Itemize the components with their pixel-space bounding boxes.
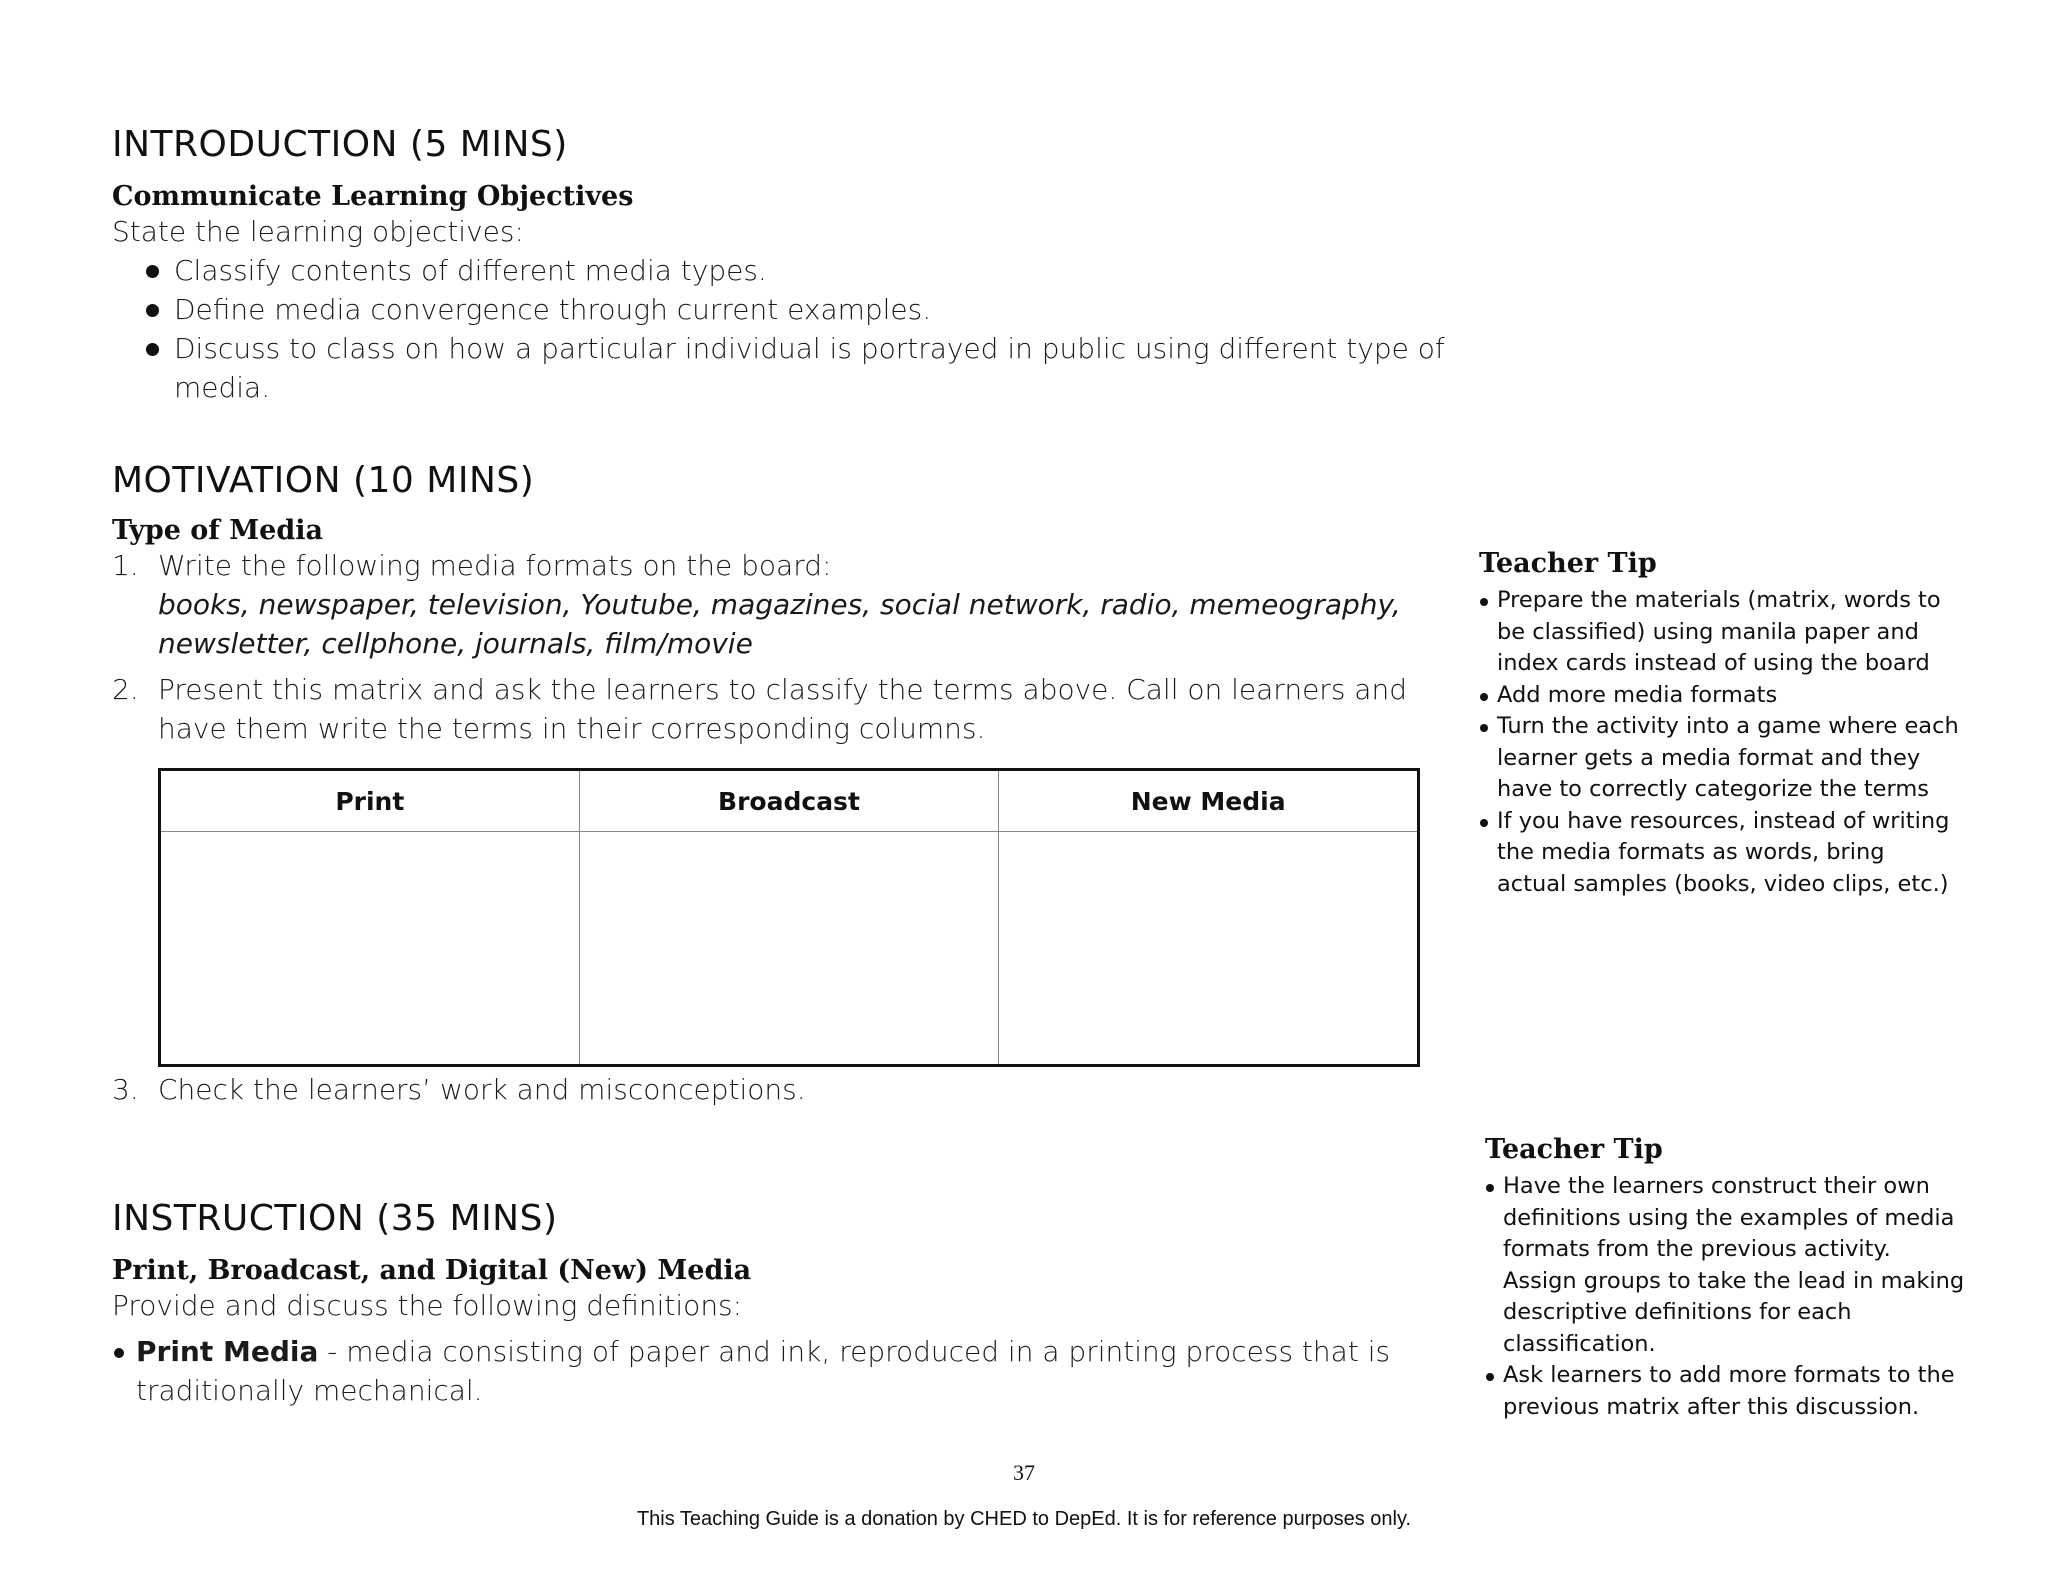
step-number: 2. bbox=[112, 673, 139, 706]
step-item bbox=[112, 546, 1452, 663]
classification-matrix bbox=[158, 768, 1420, 1067]
step-text: Present this matrix and ask the learners to classify the terms above. Call on learners and have them write the terms in their corresponding columns. bbox=[158, 673, 1407, 745]
introduction-section bbox=[112, 124, 1452, 407]
matrix-cell-new-media bbox=[999, 832, 1419, 1066]
media-formats-list: books, newspaper, television, Youtube, magazines, social network, radio, memeography, newsletter, cellphone, journals, film/movie bbox=[158, 588, 1401, 660]
objective-item: Discuss to class on how a particular individual is portrayed in public using different type of media. bbox=[112, 329, 1452, 407]
teacher-tip-item: If you have resources, instead of writing the media formats as words, bring actual samples (books, video clips, etc.) bbox=[1479, 806, 1959, 901]
definition-item bbox=[112, 1332, 1452, 1410]
motivation-subheading: Type of Media bbox=[112, 515, 323, 546]
motivation-steps bbox=[112, 546, 1452, 748]
definition-term: Print Media bbox=[136, 1335, 319, 1368]
matrix-header-broadcast: Broadcast bbox=[579, 770, 999, 832]
motivation-heading: MOTIVATION (10 MINS) bbox=[112, 460, 535, 501]
objectives-list bbox=[112, 251, 1452, 407]
instruction-section bbox=[112, 1198, 1452, 1410]
step-number: 1. bbox=[112, 549, 139, 582]
teacher-tip-list bbox=[1479, 585, 1959, 900]
matrix-header-new-media: New Media bbox=[999, 770, 1419, 832]
step-text: Write the following media formats on the board: bbox=[158, 549, 832, 582]
footer-disclaimer: This Teaching Guide is a donation by CHED to DepEd. It is for reference purposes only. bbox=[636, 1508, 1412, 1530]
teacher-tip-item: Turn the activity into a game where each learner gets a media format and they have to correctly categorize the terms bbox=[1479, 711, 1959, 806]
step-text: Check the learners’ work and misconceptions. bbox=[158, 1073, 806, 1106]
definitions-list bbox=[112, 1332, 1452, 1410]
instruction-lead: Provide and discuss the following definitions: bbox=[112, 1289, 743, 1322]
instruction-subheading: Print, Broadcast, and Digital (New) Media bbox=[112, 1255, 752, 1286]
teacher-tip-item: Have the learners construct their own definitions using the examples of media formats from the previous activity. Assign groups to take the lead in making descriptive definitions for each classification. bbox=[1485, 1171, 1965, 1360]
introduction-heading: INTRODUCTION (5 MINS) bbox=[112, 124, 568, 165]
objective-item: Define media convergence through current examples. bbox=[112, 290, 1452, 329]
motivation-steps-continued bbox=[112, 1070, 1452, 1109]
teacher-tip-title: Teacher Tip bbox=[1485, 1134, 1663, 1165]
matrix-header-print: Print bbox=[160, 770, 580, 832]
motivation-section bbox=[112, 460, 1452, 748]
teacher-tip-title: Teacher Tip bbox=[1479, 548, 1657, 579]
page-number: 37 bbox=[1013, 1460, 1035, 1485]
teacher-tip-2 bbox=[1485, 1134, 1965, 1423]
step-item bbox=[112, 670, 1452, 748]
teacher-tip-1 bbox=[1479, 548, 1959, 900]
matrix-cell-print bbox=[160, 832, 580, 1066]
teacher-tip-item: Add more media formats bbox=[1479, 680, 1959, 712]
instruction-heading: INSTRUCTION (35 MINS) bbox=[112, 1198, 558, 1239]
introduction-lead: State the learning objectives: bbox=[112, 215, 524, 248]
step-item bbox=[112, 1070, 1452, 1109]
definition-text: - media consisting of paper and ink, reproduced in a printing process that is traditionally mechanical. bbox=[136, 1335, 1391, 1407]
introduction-subheading: Communicate Learning Objectives bbox=[112, 181, 634, 212]
teacher-tip-list bbox=[1485, 1171, 1965, 1423]
objective-item: Classify contents of different media types. bbox=[112, 251, 1452, 290]
teacher-tip-item: Ask learners to add more formats to the previous matrix after this discussion. bbox=[1485, 1360, 1965, 1423]
matrix-cell-broadcast bbox=[579, 832, 999, 1066]
step-number: 3. bbox=[112, 1073, 139, 1106]
teacher-tip-item: Prepare the materials (matrix, words to be classified) using manila paper and index cards instead of using the board bbox=[1479, 585, 1959, 680]
